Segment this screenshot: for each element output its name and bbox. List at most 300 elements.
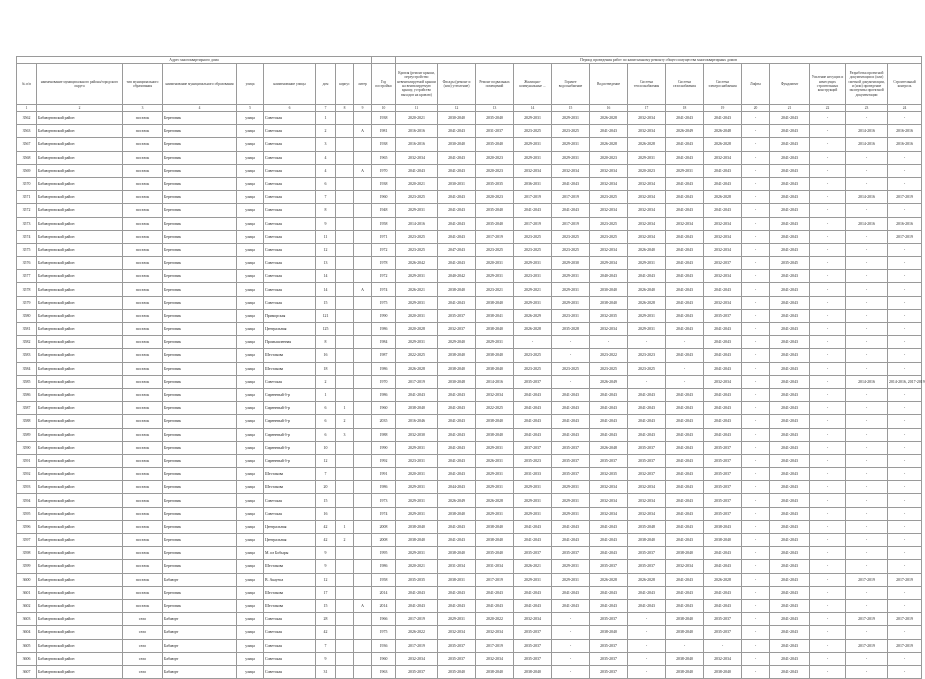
table-cell: 12 bbox=[316, 573, 336, 586]
table-cell: 2032-2034 bbox=[704, 375, 742, 388]
table-cell: 2041-2043 bbox=[628, 599, 666, 612]
table-cell: 2047-2043 bbox=[438, 243, 476, 256]
table-cell: 2041-2043 bbox=[438, 599, 476, 612]
table-cell: Береговик bbox=[163, 481, 237, 494]
table-cell: 8 bbox=[316, 336, 336, 349]
periods-group-header: Период проведения работ по капитальному ремонту общего имущества многоквартирных домов bbox=[396, 57, 922, 64]
table-cell: Бабаюртовский район bbox=[37, 441, 123, 454]
table-cell: Бабаюртовский район bbox=[37, 428, 123, 441]
table-cell: 2041-2043 bbox=[704, 283, 742, 296]
table-cell: 1974 bbox=[372, 507, 396, 520]
table-cell bbox=[336, 494, 354, 507]
table-cell: село bbox=[123, 639, 163, 652]
table-cell: - bbox=[742, 547, 770, 560]
table-cell: 3591 bbox=[17, 454, 37, 467]
table-cell: 2026-2028 bbox=[628, 296, 666, 309]
table-cell: 2041-2043 bbox=[704, 388, 742, 401]
table-cell: 3604 bbox=[17, 626, 37, 639]
table-cell: улица bbox=[237, 665, 264, 678]
table-cell: 2035-2037 bbox=[704, 494, 742, 507]
table-cell: улица bbox=[237, 652, 264, 665]
table-cell: 2029-2031 bbox=[552, 138, 590, 151]
table-cell: Бабаюртовский район bbox=[37, 415, 123, 428]
table-cell: 2041-2043 bbox=[770, 349, 810, 362]
table-cell: 1986 bbox=[372, 481, 396, 494]
table-cell: поселок bbox=[123, 243, 163, 256]
table-cell: 28 bbox=[316, 613, 336, 626]
table-cell: 2041-2043 bbox=[666, 573, 704, 586]
table-cell: - bbox=[888, 257, 922, 270]
table-cell: - bbox=[810, 125, 846, 138]
table-cell: - bbox=[628, 639, 666, 652]
table-cell: 2016-2016 bbox=[888, 138, 922, 151]
table-cell: 2026-2029 bbox=[514, 309, 552, 322]
table-cell: 2029-2031 bbox=[396, 336, 438, 349]
table-cell: Береговик bbox=[163, 415, 237, 428]
table-cell: 2022-2025 bbox=[476, 402, 514, 415]
table-cell: 3582 bbox=[17, 336, 37, 349]
table-cell: - bbox=[742, 283, 770, 296]
table-row bbox=[17, 362, 922, 375]
table-cell: 2020-2023 bbox=[590, 151, 628, 164]
table-cell: 2035-2035 bbox=[476, 177, 514, 190]
table-cell: Береговик bbox=[163, 138, 237, 151]
table-row bbox=[17, 191, 922, 204]
table-cell: 2041-2043 bbox=[770, 573, 810, 586]
table-cell: - bbox=[810, 626, 846, 639]
table-cell: 2016-2016 bbox=[396, 125, 438, 138]
table-cell: 2029-2031 bbox=[514, 151, 552, 164]
table-cell: 2029-2031 bbox=[396, 204, 438, 217]
table-cell: - bbox=[846, 454, 888, 467]
column-number: 4 bbox=[163, 105, 237, 112]
table-cell: 2041-2043 bbox=[770, 494, 810, 507]
table-cell: 2029-2031 bbox=[628, 309, 666, 322]
table-cell: 2041-2043 bbox=[666, 283, 704, 296]
table-cell: 2041-2043 bbox=[770, 138, 810, 151]
table-cell: 2 bbox=[336, 534, 354, 547]
table-cell: - bbox=[810, 323, 846, 336]
table-cell: 2017-2019 bbox=[888, 191, 922, 204]
table-cell: - bbox=[888, 283, 922, 296]
table-cell: 3585 bbox=[17, 375, 37, 388]
table-cell: 2038-2040 bbox=[666, 626, 704, 639]
table-cell: А bbox=[354, 283, 372, 296]
table-cell: Шестакова bbox=[264, 481, 316, 494]
table-cell: Центральная bbox=[264, 520, 316, 533]
table-cell: 2029-2031 bbox=[552, 283, 590, 296]
table-cell: - bbox=[666, 639, 704, 652]
table-cell: - bbox=[628, 626, 666, 639]
table-cell bbox=[336, 257, 354, 270]
column-header: Усиление несущих и ненесущих строительных конструкций bbox=[810, 64, 846, 105]
table-cell: 2029-2031 bbox=[514, 112, 552, 125]
table-row bbox=[17, 639, 922, 652]
table-cell: 2023-2031 bbox=[514, 270, 552, 283]
table-cell: 2041-2043 bbox=[590, 547, 628, 560]
table-cell: 2032-2034 bbox=[628, 494, 666, 507]
table-cell: улица bbox=[237, 573, 264, 586]
table-cell: 2017-2019 bbox=[396, 613, 438, 626]
table-cell: поселок bbox=[123, 428, 163, 441]
table-cell: 2035-2023 bbox=[514, 454, 552, 467]
table-cell: 3567 bbox=[17, 138, 37, 151]
table-cell: 2032-2034 bbox=[704, 652, 742, 665]
table-cell: 2038-2040 bbox=[476, 296, 514, 309]
table-cell: 2026-2048 bbox=[590, 441, 628, 454]
table-cell: 2041-2043 bbox=[770, 151, 810, 164]
table-cell bbox=[336, 309, 354, 322]
table-cell: поселок bbox=[123, 204, 163, 217]
table-cell: 2029-2031 bbox=[476, 270, 514, 283]
table-cell bbox=[336, 125, 354, 138]
table-cell: 2035-2037 bbox=[704, 626, 742, 639]
table-cell: 2038-2040 bbox=[590, 296, 628, 309]
table-cell bbox=[336, 270, 354, 283]
table-cell: 2023-2025 bbox=[590, 191, 628, 204]
table-cell: 3573 bbox=[17, 217, 37, 230]
table-cell: поселок bbox=[123, 257, 163, 270]
table-cell: 3562 bbox=[17, 112, 37, 125]
table-cell: 2041-2043 bbox=[770, 626, 810, 639]
table-cell: - bbox=[628, 665, 666, 678]
table-cell: 2041-2043 bbox=[770, 230, 810, 243]
table-cell: - bbox=[742, 586, 770, 599]
table-cell: Береговик bbox=[163, 441, 237, 454]
table-cell: 2041-2043 bbox=[704, 362, 742, 375]
table-cell: 6 bbox=[316, 428, 336, 441]
table-cell bbox=[354, 520, 372, 533]
table-cell: 16 bbox=[316, 349, 336, 362]
table-cell: 1971 bbox=[372, 230, 396, 243]
table-cell: поселок bbox=[123, 217, 163, 230]
table-cell: 2041-2043 bbox=[590, 586, 628, 599]
table-cell: поселок bbox=[123, 177, 163, 190]
table-cell: 1 bbox=[336, 402, 354, 415]
table-cell: 2037-2037 bbox=[514, 441, 552, 454]
table-cell: поселок bbox=[123, 547, 163, 560]
table-cell: 2035-2037 bbox=[704, 481, 742, 494]
table-cell: село bbox=[123, 652, 163, 665]
table-cell: 2035-2037 bbox=[590, 639, 628, 652]
column-header: наименование муниципального района/городского округа bbox=[37, 64, 123, 105]
table-cell: Береговик bbox=[163, 547, 237, 560]
table-cell: - bbox=[888, 599, 922, 612]
table-cell: 2026-2028 bbox=[704, 191, 742, 204]
table-cell: Береговик bbox=[163, 454, 237, 467]
table-cell: 2029-2031 bbox=[476, 336, 514, 349]
table-cell: - bbox=[810, 336, 846, 349]
table-cell: 2029-2031 bbox=[514, 257, 552, 270]
table-cell: 2041-2043 bbox=[666, 257, 704, 270]
table-cell: поселок bbox=[123, 191, 163, 204]
table-cell: 2023-2025 bbox=[396, 243, 438, 256]
table-cell: 2041-2043 bbox=[770, 481, 810, 494]
table-cell: 2014-2016 bbox=[846, 125, 888, 138]
table-cell: 1991 bbox=[372, 468, 396, 481]
table-row bbox=[17, 626, 922, 639]
table-cell: Бабаюртовский район bbox=[37, 573, 123, 586]
table-cell: 2041-2043 bbox=[396, 164, 438, 177]
table-cell: 2026-2048 bbox=[704, 125, 742, 138]
table-cell: 2029-2031 bbox=[396, 507, 438, 520]
table-cell: В. Акаунса bbox=[264, 573, 316, 586]
table-cell: Шестакова bbox=[264, 560, 316, 573]
table-cell: поселок bbox=[123, 164, 163, 177]
table-cell: 1992 bbox=[372, 454, 396, 467]
table-cell: 2032-2034 bbox=[396, 151, 438, 164]
table-cell bbox=[336, 362, 354, 375]
table-cell: 2032-2034 bbox=[628, 125, 666, 138]
table-cell: Бабаюртовский район bbox=[37, 599, 123, 612]
table-cell: 2029-2031 bbox=[628, 323, 666, 336]
table-cell: Береговик bbox=[163, 468, 237, 481]
table-cell: 2041-2043 bbox=[438, 520, 476, 533]
column-number-row bbox=[17, 105, 922, 112]
table-cell: 2041-2043 bbox=[552, 534, 590, 547]
table-cell: поселок bbox=[123, 402, 163, 415]
table-cell: 4 bbox=[316, 164, 336, 177]
table-cell: 2035-2037 bbox=[514, 639, 552, 652]
table-cell: 2041-2043 bbox=[514, 428, 552, 441]
table-cell: - bbox=[742, 296, 770, 309]
table-cell: 2026-2028 bbox=[514, 323, 552, 336]
column-number: 9 bbox=[354, 105, 372, 112]
table-cell: - bbox=[810, 362, 846, 375]
table-cell: 2038-2040 bbox=[666, 613, 704, 626]
table-cell: - bbox=[742, 534, 770, 547]
table-cell: Береговик bbox=[163, 388, 237, 401]
table-cell: село bbox=[123, 626, 163, 639]
table-cell: - bbox=[846, 257, 888, 270]
column-header: Строительный контроль bbox=[888, 64, 922, 105]
table-cell: - bbox=[810, 652, 846, 665]
table-cell: 2038-2040 bbox=[628, 534, 666, 547]
table-cell: 2017-2019 bbox=[552, 191, 590, 204]
column-number: 8 bbox=[336, 105, 354, 112]
table-cell: 2041-2043 bbox=[770, 125, 810, 138]
table-cell: 14 bbox=[316, 270, 336, 283]
table-cell: 2029-2031 bbox=[476, 468, 514, 481]
table-cell: 2017-2019 bbox=[514, 191, 552, 204]
table-cell: - bbox=[742, 270, 770, 283]
table-cell: 2020-2031 bbox=[396, 468, 438, 481]
table-cell: - bbox=[552, 336, 590, 349]
table-cell: 1970 bbox=[372, 164, 396, 177]
table-cell bbox=[336, 481, 354, 494]
table-cell: 31 bbox=[316, 665, 336, 678]
column-header: литер bbox=[354, 64, 372, 105]
table-cell: 2032-2034 bbox=[628, 481, 666, 494]
table-cell: 1 bbox=[336, 520, 354, 533]
table-cell: Советская bbox=[264, 270, 316, 283]
table-cell bbox=[354, 507, 372, 520]
table-cell: - bbox=[742, 151, 770, 164]
table-cell: 2041-2043 bbox=[666, 454, 704, 467]
table-cell: - bbox=[888, 362, 922, 375]
table-cell: поселок bbox=[123, 323, 163, 336]
table-cell: Береговик bbox=[163, 270, 237, 283]
table-cell: - bbox=[810, 296, 846, 309]
table-cell: улица bbox=[237, 507, 264, 520]
table-cell: 2041-2043 bbox=[666, 349, 704, 362]
table-cell: Береговик bbox=[163, 402, 237, 415]
table-cell: Бабаюртовский район bbox=[37, 230, 123, 243]
table-cell: - bbox=[810, 428, 846, 441]
table-cell: 2026-2021 bbox=[396, 283, 438, 296]
table-cell: - bbox=[514, 336, 552, 349]
table-cell bbox=[354, 402, 372, 415]
column-number: 23 bbox=[846, 105, 888, 112]
table-cell: поселок bbox=[123, 507, 163, 520]
table-cell: 2020-2022 bbox=[476, 613, 514, 626]
table-cell: 1936 bbox=[372, 639, 396, 652]
table-cell: 2036-2031 bbox=[514, 177, 552, 190]
table-cell bbox=[336, 626, 354, 639]
table-cell: 1960 bbox=[372, 191, 396, 204]
table-cell: 9 bbox=[316, 217, 336, 230]
table-cell: 2041-2043 bbox=[514, 520, 552, 533]
table-cell: - bbox=[810, 441, 846, 454]
table-cell: 2032-2034 bbox=[590, 164, 628, 177]
table-cell: Советская bbox=[264, 112, 316, 125]
table-cell: улица bbox=[237, 547, 264, 560]
table-cell: 2031-2034 bbox=[476, 560, 514, 573]
column-number: 6 bbox=[264, 105, 316, 112]
table-cell: Бабаюртовский район bbox=[37, 243, 123, 256]
table-cell: 2035-2037 bbox=[514, 547, 552, 560]
table-cell: 2023-2025 bbox=[514, 125, 552, 138]
table-cell: 2035-2037 bbox=[438, 309, 476, 322]
table-cell: 2041-2043 bbox=[770, 270, 810, 283]
table-cell: - bbox=[846, 415, 888, 428]
table-row bbox=[17, 138, 922, 151]
table-cell: поселок bbox=[123, 309, 163, 322]
table-cell: 2029-2031 bbox=[476, 441, 514, 454]
table-cell bbox=[336, 243, 354, 256]
column-header: Система теплоснабжения bbox=[628, 64, 666, 105]
table-cell bbox=[336, 454, 354, 467]
table-cell: 8 bbox=[316, 204, 336, 217]
table-cell: 2041-2043 bbox=[666, 177, 704, 190]
table-cell: 3 bbox=[316, 138, 336, 151]
table-cell: - bbox=[742, 652, 770, 665]
table-cell: - bbox=[810, 309, 846, 322]
table-cell: Центральная bbox=[264, 534, 316, 547]
table-cell: - bbox=[704, 639, 742, 652]
column-number: 5 bbox=[237, 105, 264, 112]
table-cell: 2041-2043 bbox=[476, 586, 514, 599]
table-cell: 2038-2040 bbox=[476, 665, 514, 678]
table-cell: 2041-2043 bbox=[704, 428, 742, 441]
table-cell: 3599 bbox=[17, 560, 37, 573]
table-cell: село bbox=[123, 613, 163, 626]
table-cell: 6 bbox=[316, 177, 336, 190]
table-cell: Шестакова bbox=[264, 586, 316, 599]
table-cell: 7 bbox=[316, 468, 336, 481]
table-cell: 2014 bbox=[372, 586, 396, 599]
table-cell: 2020-2021 bbox=[396, 177, 438, 190]
table-cell: 2041-2043 bbox=[770, 560, 810, 573]
table-cell: Береговик bbox=[163, 560, 237, 573]
table-cell: Бабаюртовский район bbox=[37, 534, 123, 547]
table-cell: 2041-2043 bbox=[552, 520, 590, 533]
table-cell: Бабаюртовский район bbox=[37, 454, 123, 467]
table-cell: 3581 bbox=[17, 323, 37, 336]
table-cell: 2038-2043 bbox=[704, 520, 742, 533]
table-cell: - bbox=[846, 534, 888, 547]
table-cell: 2041-2043 bbox=[552, 599, 590, 612]
table-cell: Бабаюртовский район bbox=[37, 151, 123, 164]
table-cell: 2041-2043 bbox=[438, 428, 476, 441]
table-cell: 2038-2040 bbox=[476, 349, 514, 362]
table-cell: 2026-2028 bbox=[628, 573, 666, 586]
table-cell: 2041-2043 bbox=[770, 507, 810, 520]
column-header: тип муниципального образования bbox=[123, 64, 163, 105]
table-cell: - bbox=[846, 652, 888, 665]
table-cell: 2032-2035 bbox=[590, 468, 628, 481]
table-cell: - bbox=[888, 112, 922, 125]
table-cell: - bbox=[888, 428, 922, 441]
table-cell: - bbox=[846, 243, 888, 256]
column-header: улица bbox=[237, 64, 264, 105]
table-row bbox=[17, 520, 922, 533]
table-cell: - bbox=[810, 349, 846, 362]
table-cell: - bbox=[888, 402, 922, 415]
table-row bbox=[17, 375, 922, 388]
table-cell: Бабаюрт bbox=[163, 652, 237, 665]
table-cell: 3606 bbox=[17, 652, 37, 665]
table-cell: 3602 bbox=[17, 599, 37, 612]
table-cell: 2032-2034 bbox=[590, 323, 628, 336]
table-cell: - bbox=[888, 534, 922, 547]
table-cell: улица bbox=[237, 217, 264, 230]
table-cell: 2032-2034 bbox=[628, 204, 666, 217]
table-cell: 2041-2043 bbox=[666, 415, 704, 428]
table-cell: - bbox=[742, 177, 770, 190]
table-cell: 3578 bbox=[17, 283, 37, 296]
table-cell: улица bbox=[237, 270, 264, 283]
table-cell: поселок bbox=[123, 520, 163, 533]
table-cell: поселок bbox=[123, 138, 163, 151]
table-cell: 2023-2021 bbox=[476, 283, 514, 296]
table-cell: 20 bbox=[316, 481, 336, 494]
table-cell: 2008 bbox=[372, 520, 396, 533]
table-cell bbox=[354, 191, 372, 204]
column-header: Ремонт подвальных помещений bbox=[476, 64, 514, 105]
table-cell: 2026-2031 bbox=[476, 454, 514, 467]
table-cell: - bbox=[742, 507, 770, 520]
table-cell: улица bbox=[237, 586, 264, 599]
table-cell: 1978 bbox=[372, 257, 396, 270]
table-cell: Советская bbox=[264, 665, 316, 678]
table-cell: 9 bbox=[316, 560, 336, 573]
table-cell: улица bbox=[237, 626, 264, 639]
table-cell: - bbox=[742, 125, 770, 138]
table-cell: 2035-2040 bbox=[476, 112, 514, 125]
table-cell: 2041-2043 bbox=[438, 164, 476, 177]
column-number: 16 bbox=[590, 105, 628, 112]
table-row bbox=[17, 599, 922, 612]
table-cell: Бабаюртовский район bbox=[37, 586, 123, 599]
table-cell: поселок bbox=[123, 230, 163, 243]
table-cell: - bbox=[666, 375, 704, 388]
table-cell: - bbox=[888, 468, 922, 481]
table-cell: 2023-2025 bbox=[552, 230, 590, 243]
table-cell: 7 bbox=[316, 639, 336, 652]
table-cell: Советская bbox=[264, 177, 316, 190]
table-cell: улица bbox=[237, 138, 264, 151]
